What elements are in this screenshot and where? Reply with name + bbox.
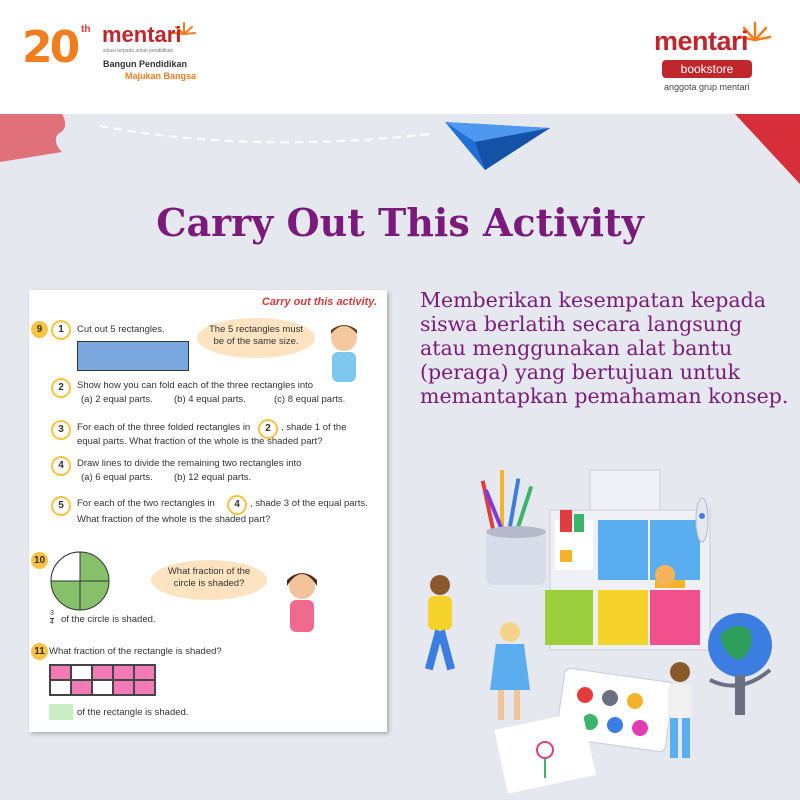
paper-plane-icon: [445, 112, 555, 172]
puzzle-shape-icon: [0, 114, 65, 162]
option-b: (b) 4 equal parts.: [174, 394, 246, 405]
bookstore-badge: bookstore: [662, 60, 752, 78]
fraction: [50, 610, 54, 627]
step-badge: 2: [51, 378, 71, 398]
header: [0, 0, 800, 114]
step-reference: 4: [227, 495, 247, 515]
textbook-page: [29, 290, 387, 732]
answer-text: of the circle is shaded.: [61, 614, 156, 625]
children-classroom-illustration: [410, 460, 800, 800]
step-badge: 4: [51, 456, 71, 476]
step-badge: 5: [51, 496, 71, 516]
brand-name: mentari: [654, 26, 749, 56]
step-badge: 1: [51, 320, 71, 340]
slogan-line-1: Bangun Pendidikan: [103, 59, 188, 69]
globe-icon: [708, 613, 772, 715]
step-text: What fraction of the whole is the shaded part?: [77, 514, 271, 525]
bubble-text: The 5 rectangles must be of the same size.: [209, 324, 303, 347]
option-a: (a) 6 equal parts.: [81, 472, 153, 483]
girl-illustration-icon: [277, 566, 327, 638]
step-reference: 2: [258, 419, 278, 439]
flower-drawing-icon: [494, 711, 596, 793]
question-text: What fraction of the rectangle is shaded?: [49, 646, 222, 657]
brand-subtitle: anggota grup mentari: [664, 82, 750, 92]
step-text: Cut out 5 rectangles.: [77, 324, 165, 335]
corner-triangle-icon: [735, 114, 800, 184]
decorative-shapes: [0, 114, 800, 194]
speech-bubble: [197, 318, 315, 358]
rocket-icon: [696, 498, 708, 542]
question-number: 9: [31, 321, 48, 338]
speech-bubble: [151, 560, 267, 600]
bubble-text: What fraction of the circle is shaded?: [167, 566, 251, 589]
boy-running-icon: [425, 575, 455, 670]
mentari-bookstore-logo[interactable]: [650, 20, 780, 100]
shaded-rectangle: [49, 664, 156, 696]
step-text: equal parts. What fraction of the whole is the shaded part?: [77, 436, 323, 447]
cat-toy-icon: [655, 565, 675, 585]
pencil-cup-icon: [481, 470, 546, 585]
step-text: , shade 3 of the equal parts.: [250, 498, 368, 509]
step-text: Show how you can fold each of the three rectangles into: [77, 380, 314, 391]
blue-rectangle: [77, 341, 189, 371]
question-number: 10: [31, 552, 48, 569]
step-text: For each of the two rectangles in: [77, 498, 215, 509]
description-text: Memberikan kesempatan kepada siswa berlatih secara langsung atau menggunakan alat bantu (peraga) yang bertujuan untuk memantapkan pemahaman konsep.: [420, 288, 789, 408]
boy-illustration-icon: [319, 318, 369, 388]
option-c: (c) 8 equal parts.: [274, 394, 346, 405]
page-title: Carry Out This Activity: [156, 200, 644, 245]
option-a: (a) 2 equal parts.: [81, 394, 153, 405]
anniversary-suffix: th: [81, 24, 91, 35]
step-text: Draw lines to divide the remaining two rectangles into: [77, 458, 302, 469]
option-b: (b) 12 equal parts.: [174, 472, 252, 483]
bookshelf-icon: [545, 470, 710, 650]
fraction-denominator: 4: [50, 619, 54, 626]
mentari-20th-logo[interactable]: [22, 20, 222, 88]
book-heading: Carry out this activity.: [261, 296, 377, 308]
anniversary-number: 20: [22, 22, 78, 73]
fraction-numerator: 3: [50, 610, 54, 617]
step-text: For each of the three folded rectangles in: [77, 422, 251, 433]
answer-box: [49, 704, 73, 720]
fraction-circle: [49, 550, 111, 612]
step-text: , shade 1 of the: [281, 422, 347, 433]
child-painting-icon: [668, 662, 692, 758]
answer-text: of the rectangle is shaded.: [77, 707, 189, 718]
step-badge: 3: [51, 420, 71, 440]
girl-running-icon: [490, 622, 530, 720]
brand-tagline: solusi terpadu untuk pendidikan: [103, 48, 174, 54]
question-number: 11: [31, 643, 48, 660]
brand-name: mentari: [102, 22, 182, 47]
slogan-line-2: Majukan Bangsa: [125, 71, 197, 81]
